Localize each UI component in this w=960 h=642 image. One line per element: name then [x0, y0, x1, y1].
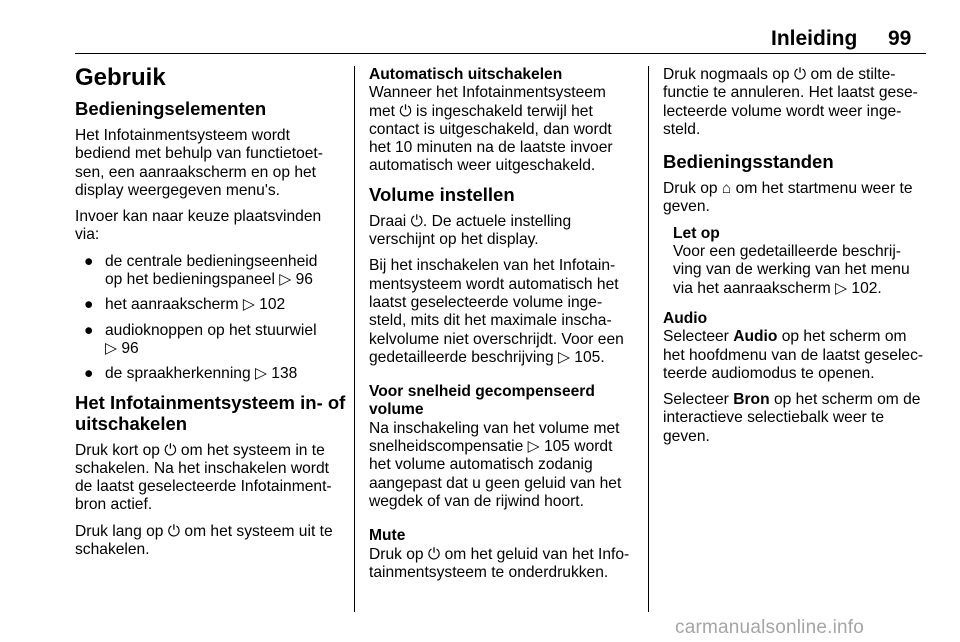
paragraph: Druk kort op ⏻ om het systeem in te schakelen. Na het inschakelen wordt de laatst geselecteerde Infotainment- bron actief. [75, 441, 332, 514]
list-item-text: de spraakherkenning ▷ 138 [105, 365, 298, 383]
column-1 [75, 58, 347, 567]
note-box [663, 225, 933, 298]
bullet-icon: ● [84, 296, 94, 314]
column-divider-1 [354, 66, 355, 612]
list-item [75, 253, 347, 290]
list-item-text: audioknoppen op het stuurwiel ▷ 96 [105, 321, 317, 357]
paragraph: Na inschakeling van het volume met snelheidscompensatie ▷ 105 wordt het volume automatisch zodanig aangepast dat u geen geluid van het wegdek of van de rijwind hoort. [369, 419, 622, 510]
section-title: Inleiding [771, 27, 858, 50]
paragraph: Bij het inschakelen van het Infotain- mentsysteem wordt automatisch het laatst geselecteerde volume inge- steld, mits dit het maximale inscha- kelvolume niet overschrijdt. Voor een gedetailleerde beschrijving ▷ 105. [369, 257, 624, 366]
paragraph: Druk op ⌂ om het startmenu weer te geven. [663, 180, 913, 216]
header-rule [75, 53, 926, 54]
paragraph: Draai ⏻. De actuele instelling verschijnt op het display. [369, 212, 572, 249]
bullet-list [75, 253, 347, 384]
heading-volume-instellen: Volume instellen [369, 183, 515, 205]
watermark: carmanualsonline.info [675, 617, 865, 638]
column-3 [663, 58, 933, 454]
note-text: Voor een gedetailleerde beschrij- ving van de werking van het menu via het aanraakscherm ▷ 102. [673, 243, 910, 297]
heading-bedieningselementen: Bedieningselementen [75, 98, 267, 119]
list-item-text: de centrale bedieningseenheid op het bedieningspaneel ▷ 96 [105, 252, 318, 289]
ui-label-audio: Audio [733, 328, 778, 346]
heading-bedieningsstanden: Bedieningsstanden [663, 151, 834, 173]
bullet-icon: ● [84, 365, 94, 383]
heading-in-uitschakelen: Het Infotainmentsysteem in- of uitschakelen [75, 391, 346, 434]
text-run: Selecteer [663, 328, 734, 346]
ui-label-bron: Bron [733, 391, 770, 409]
bullet-icon: ● [84, 321, 94, 339]
text-run: Selecteer [663, 391, 734, 409]
subheading-mute: Mute [369, 527, 406, 545]
paragraph [663, 328, 933, 383]
subheading-audio: Audio [663, 309, 708, 327]
list-item [75, 365, 347, 383]
page-number: 99 [888, 27, 912, 50]
column-2 [369, 58, 637, 590]
bullet-icon: ● [84, 252, 94, 270]
paragraph: Druk nogmaals op ⏻ om de stilte- functie te annuleren. Het laatst gese- lecteerde volume wordt weer inge- steld. [663, 66, 918, 138]
note-title: Let op [673, 224, 720, 242]
list-item [75, 296, 347, 314]
paragraph: Het Infotainmentsysteem wordt bediend met behulp van functietoet- sen, een aanraakscherm en op het display weergegeven menu's. [75, 127, 323, 199]
heading-gebruik: Gebruik [75, 64, 166, 91]
paragraph: Invoer kan naar keuze plaatsvinden via: [75, 208, 322, 244]
column-divider-2 [648, 66, 649, 612]
text-run: op het scherm om het hoofdmenu van de laatst geselec- teerde audiomodus te openen. [663, 328, 924, 382]
text-run: op het scherm om de interactieve selectiebalk weer te geven. [663, 391, 921, 445]
list-item-text: het aanraakscherm ▷ 102 [105, 296, 286, 314]
subheading-snelheid-volume: Voor snelheid gecompenseerd volume [369, 383, 595, 419]
paragraph [663, 391, 933, 446]
list-item [75, 322, 347, 359]
paragraph: Druk op ⏻ om het geluid van het Info- tainmentsysteem te onderdrukken. [369, 545, 630, 581]
subheading-automatisch-uitschakelen: Automatisch uitschakelen [369, 66, 563, 83]
page-header [0, 0, 960, 56]
paragraph: Wanneer het Infotainmentsysteem met ⏻ is ingeschakeld terwijl het contact is uitgeschakeld, dan wordt het 10 minuten na de laatste invoer automatisch weer uitgeschakeld. [369, 84, 613, 175]
paragraph: Druk lang op ⏻ om het systeem uit te schakelen. [75, 522, 333, 559]
